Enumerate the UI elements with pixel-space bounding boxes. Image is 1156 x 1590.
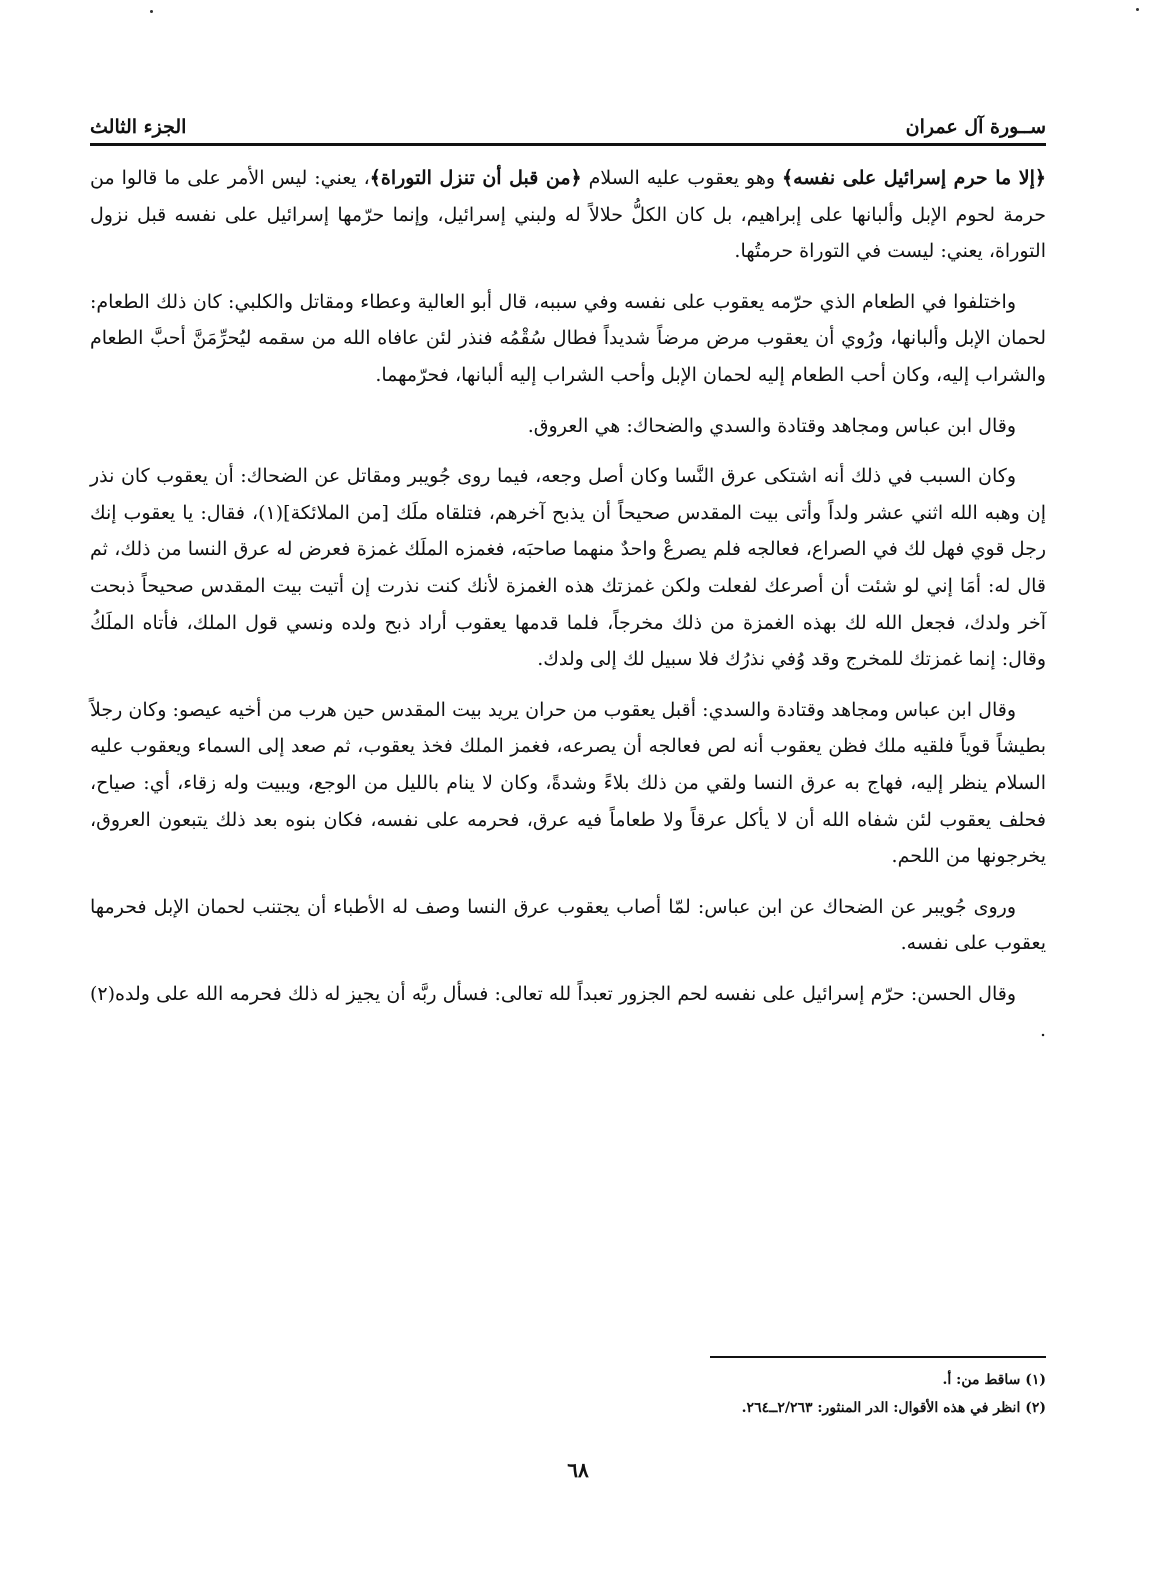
scan-speck	[150, 10, 153, 13]
main-text	[90, 160, 1046, 1063]
header-rule	[90, 143, 1046, 146]
scan-speck	[1136, 8, 1139, 11]
paragraph: وقال ابن عباس ومجاهد وقتادة والسدي: أقبل يعقوب من حران يريد بيت المقدس حين هرب من أخيه عيصو: وكان رجلاً بطيشاً قوياً فلقيه ملك فظن يعقوب أنه لص فعالجه أن يصرعه، فغمز الملك فخذ يعقوب، ثم صعد إلى السماء ويعقوب عليه السلام ينظر إليه، فهاج به عرق النسا ولقي من ذلك بلاءً وشدةً، وكان لا ينام بالليل من الوجع، ويبيت وله زقاء، أي: صياح، فحلف يعقوب لئن شفاه الله أن لا يأكل عرقاً ولا طعاماً فيه عرق، فحرمه على نفسه، فكان بنوه بعد ذلك يتبعون العروق، يخرجونها من اللحم.	[90, 698, 1046, 868]
surah-title: ســورة آل عمران	[905, 116, 1046, 138]
paragraph-text: وهو يعقوب عليه السلام	[581, 167, 783, 189]
footnote: (٢) انظر في هذه الأقوال: الدر المنثور: ٢/٢٦٣ــ٢٦٤.	[741, 1400, 1046, 1416]
footnote: (١) ساقط من: أ.	[942, 1372, 1046, 1388]
paragraph	[90, 160, 1046, 270]
paragraph: واختلفوا في الطعام الذي حرّمه يعقوب على نفسه وفي سببه، قال أبو العالية وعطاء ومقاتل والكلبي: كان ذلك الطعام: لحمان الإبل وألبانها، ورُوي أن يعقوب مرض مرضاً شديداً فطال سُقْمُه فنذر لئن عافاه الله من سقمه ليُحرِّمَنَّ أحبَّ الطعام والشراب إليه، وكان أحب الطعام إليه لحمان الإبل وأحب الشراب إليه ألبانها، فحرّمهما.	[90, 290, 1046, 386]
footnote-rule	[710, 1356, 1046, 1358]
quran-quote: ﴿إلا ما حرم إسرائيل على نفسه﴾	[782, 167, 1046, 189]
part-label: الجزء الثالث	[90, 116, 187, 138]
footnotes	[90, 1366, 1046, 1422]
page-number: ٦٨	[567, 1458, 589, 1482]
paragraph-text: ، يعني: ليس الأمر على ما قالوا من حرمة لحوم الإبل وألبانها على إبراهيم، بل كان الكلُّ حلالاً له ولبني إسرائيل، وإنما حرّمها إسرائيل على نفسه قبل نزول التوراة، يعني: ليست في التوراة حرمتُها.	[90, 167, 1046, 263]
quran-quote: ﴿من قبل أن تنزل التوراة﴾	[369, 167, 582, 189]
paragraph: وروى جُويبر عن الضحاك عن ابن عباس: لمّا أصاب يعقوب عرق النسا وصف له الأطباء أن يجتنب لحمان الإبل فحرمها يعقوب على نفسه.	[90, 895, 1046, 955]
paragraph: وكان السبب في ذلك أنه اشتكى عرق النَّسا وكان أصل وجعه، فيما روى جُويبر ومقاتل عن الضحاك: أن يعقوب كان نذر إن وهبه الله اثني عشر ولداً وأتى بيت المقدس صحيحاً أن يذبح آخرهم، فتلقاه ملَك [من الملائكة](١)، فقال: يا يعقوب إنك رجل قوي فهل لك في الصراع، فعالجه فلم يصرعْ واحدٌ منهما صاحبَه، فغمزه الملَك غمزة فعرض له عرق النسا من ذلك، ثم قال له: أمَا إني لو شئت أن أصرعك لفعلت ولكن غمزتك هذه الغمزة لأنك كنت نذرت إن أتيت بيت المقدس صحيحاً ذبحت آخر ولدك، فجعل الله لك بهذه الغمزة من ذلك مخرجاً، فلما قدمها يعقوب أراد ذبح ولده ونسي قول الملك، فأتاه الملَكُ وقال: إنما غمزتك للمخرج وقد وُفي نذرُك فلا سبيل لك إلى ولدك.	[90, 465, 1046, 671]
paragraph: وقال ابن عباس ومجاهد وقتادة والسدي والضحاك: هي العروق.	[527, 414, 1016, 437]
paragraph: وقال الحسن: حرّم إسرائيل على نفسه لحم الجزور تعبداً لله تعالى: فسأل ربَّه أن يجيز له ذلك فحرمه الله على ولده(٢) .	[90, 982, 1046, 1042]
running-header	[90, 98, 1046, 138]
